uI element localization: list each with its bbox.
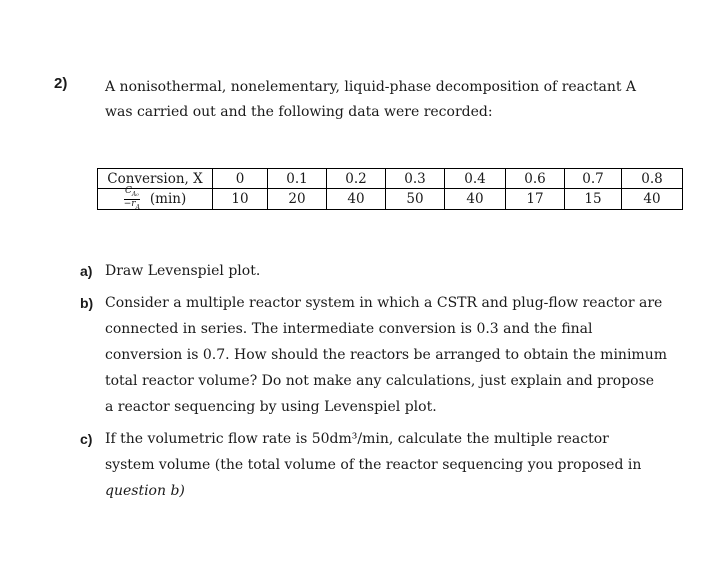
conversion-cell: 0 [213, 169, 268, 189]
rate-cell: 50 [386, 189, 445, 210]
rate-cell: 17 [506, 189, 565, 210]
question-number: 2) [54, 75, 68, 92]
conversion-cell: 0.3 [386, 169, 445, 189]
conversion-row [98, 169, 683, 189]
rate-cell: 40 [327, 189, 386, 210]
part-a-label: a) [80, 263, 93, 279]
conversion-cell: 0.2 [327, 169, 386, 189]
intro-line: was carried out and the following data were recorded: [105, 104, 493, 120]
part-b-line: Consider a multiple reactor system in which a CSTR and plug-flow reactor are [105, 295, 663, 311]
part-b [80, 290, 680, 420]
part-c-line-italic: question b) [105, 483, 185, 499]
rate-cell: 15 [565, 189, 622, 210]
rate-row [98, 189, 683, 210]
data-table [97, 168, 683, 210]
conversion-header: Conversion, X [98, 169, 213, 189]
part-a-line: Draw Levenspiel plot. [105, 263, 261, 279]
rate-unit: (min) [149, 191, 187, 207]
conversion-cell: 0.6 [506, 169, 565, 189]
part-b-line: total reactor volume? Do not make any calculations, just explain and propose [105, 373, 655, 389]
rate-cell: 10 [213, 189, 268, 210]
rate-fraction: $\frac{C_{A_0}}{-r_A}$ [123, 185, 140, 211]
question-intro [105, 75, 685, 125]
part-c-line: If the volumetric flow rate is 50dm³/min, calculate the multiple reactor [105, 431, 609, 447]
rate-cell: 20 [268, 189, 327, 210]
conversion-cell: 0.4 [445, 169, 506, 189]
conversion-cell: 0.8 [622, 169, 683, 189]
rate-cell: 40 [445, 189, 506, 210]
part-c-label: c) [80, 431, 93, 447]
intro-line: A nonisothermal, nonelementary, liquid-phase decomposition of reactant A [105, 79, 637, 95]
part-a [80, 258, 680, 284]
part-c-line: system volume (the total volume of the reactor sequencing you proposed in [105, 457, 642, 473]
question-parts [80, 258, 680, 510]
part-b-line: connected in series. The intermediate conversion is 0.3 and the final [105, 321, 593, 337]
conversion-cell: 0.7 [565, 169, 622, 189]
part-b-line: conversion is 0.7. How should the reactors be arranged to obtain the minimum [105, 347, 667, 363]
part-c [80, 426, 680, 504]
rate-header [98, 185, 213, 211]
rate-cell: 40 [622, 189, 683, 210]
part-b-line: a reactor sequencing by using Levenspiel plot. [105, 399, 437, 415]
conversion-cell: 0.1 [268, 169, 327, 189]
part-b-label: b) [80, 295, 94, 311]
